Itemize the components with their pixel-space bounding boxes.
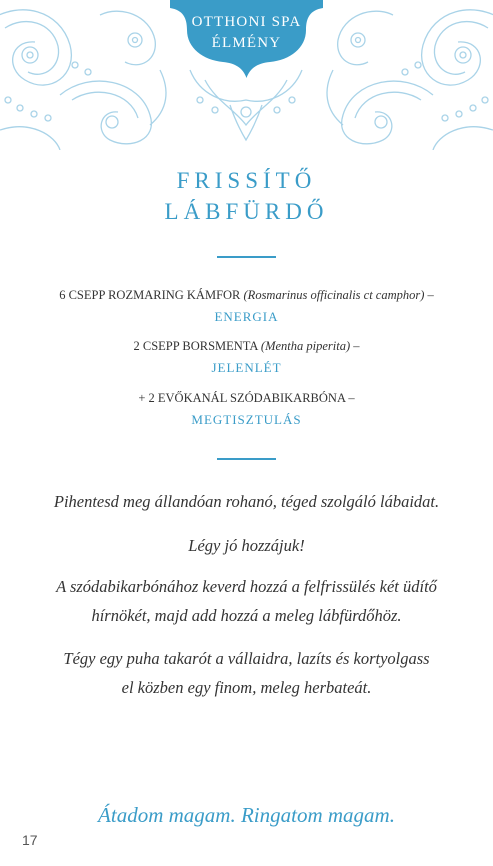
body-line: Légy jó hozzájuk!: [188, 536, 305, 555]
header-badge: [170, 12, 323, 54]
body-line: Pihentesd meg állandóan rohanó, téged szolgáló lábaidat.: [53, 492, 440, 511]
badge-line-2: ÉLMÉNY: [211, 35, 282, 51]
ingredient-text: + 2 EVŐKANÁL SZÓDABIKARBÓNA: [138, 391, 346, 405]
body-paragraph-2: [20, 531, 473, 560]
recipe-item-3: [0, 388, 493, 430]
title-line-2: LÁBFÜRDŐ: [164, 199, 329, 224]
ingredient-latin: (Rosmarinus officinalis ct camphor): [243, 288, 425, 302]
body-paragraph-4: [20, 644, 473, 702]
body-line: A szódabikarbónához keverd hozzá a felfrissülés két üdítő: [56, 577, 437, 596]
ingredient-benefit: JELENLÉT: [211, 360, 282, 375]
body-line: hírnökét, majd add hozzá a meleg lábfürdőhöz.: [91, 606, 402, 625]
recipe-item-2: [0, 336, 493, 378]
motto: Átadom magam. Ringatom magam.: [98, 803, 395, 827]
ingredient-benefit: ENERGIA: [214, 309, 279, 324]
ingredient-latin: (Mentha piperita): [260, 339, 351, 353]
badge-line-1: OTTHONI SPA: [191, 14, 302, 30]
title-line-1: FRISSÍTŐ: [176, 168, 317, 193]
ingredient-dash: –: [424, 288, 434, 302]
page-number: 17: [22, 832, 38, 848]
divider-bottom: [217, 458, 276, 460]
body-paragraph-3: [20, 572, 473, 630]
body-line: Tégy egy puha takarót a vállaidra, lazíts és kortyolgass: [63, 649, 430, 668]
ingredient-dash: –: [350, 339, 360, 353]
page-title: [0, 165, 493, 227]
divider-top: [217, 256, 276, 258]
ingredient-benefit: MEGTISZTULÁS: [191, 412, 302, 427]
ingredient-text: 2 CSEPP BORSMENTA: [133, 339, 261, 353]
body-paragraph-1: [20, 487, 473, 516]
body-line: el közben egy finom, meleg herbateát.: [121, 678, 372, 697]
ingredient-dash: –: [345, 391, 355, 405]
ingredient-text: 6 CSEPP ROZMARING KÁMFOR: [59, 288, 244, 302]
recipe-item-1: [0, 285, 493, 327]
